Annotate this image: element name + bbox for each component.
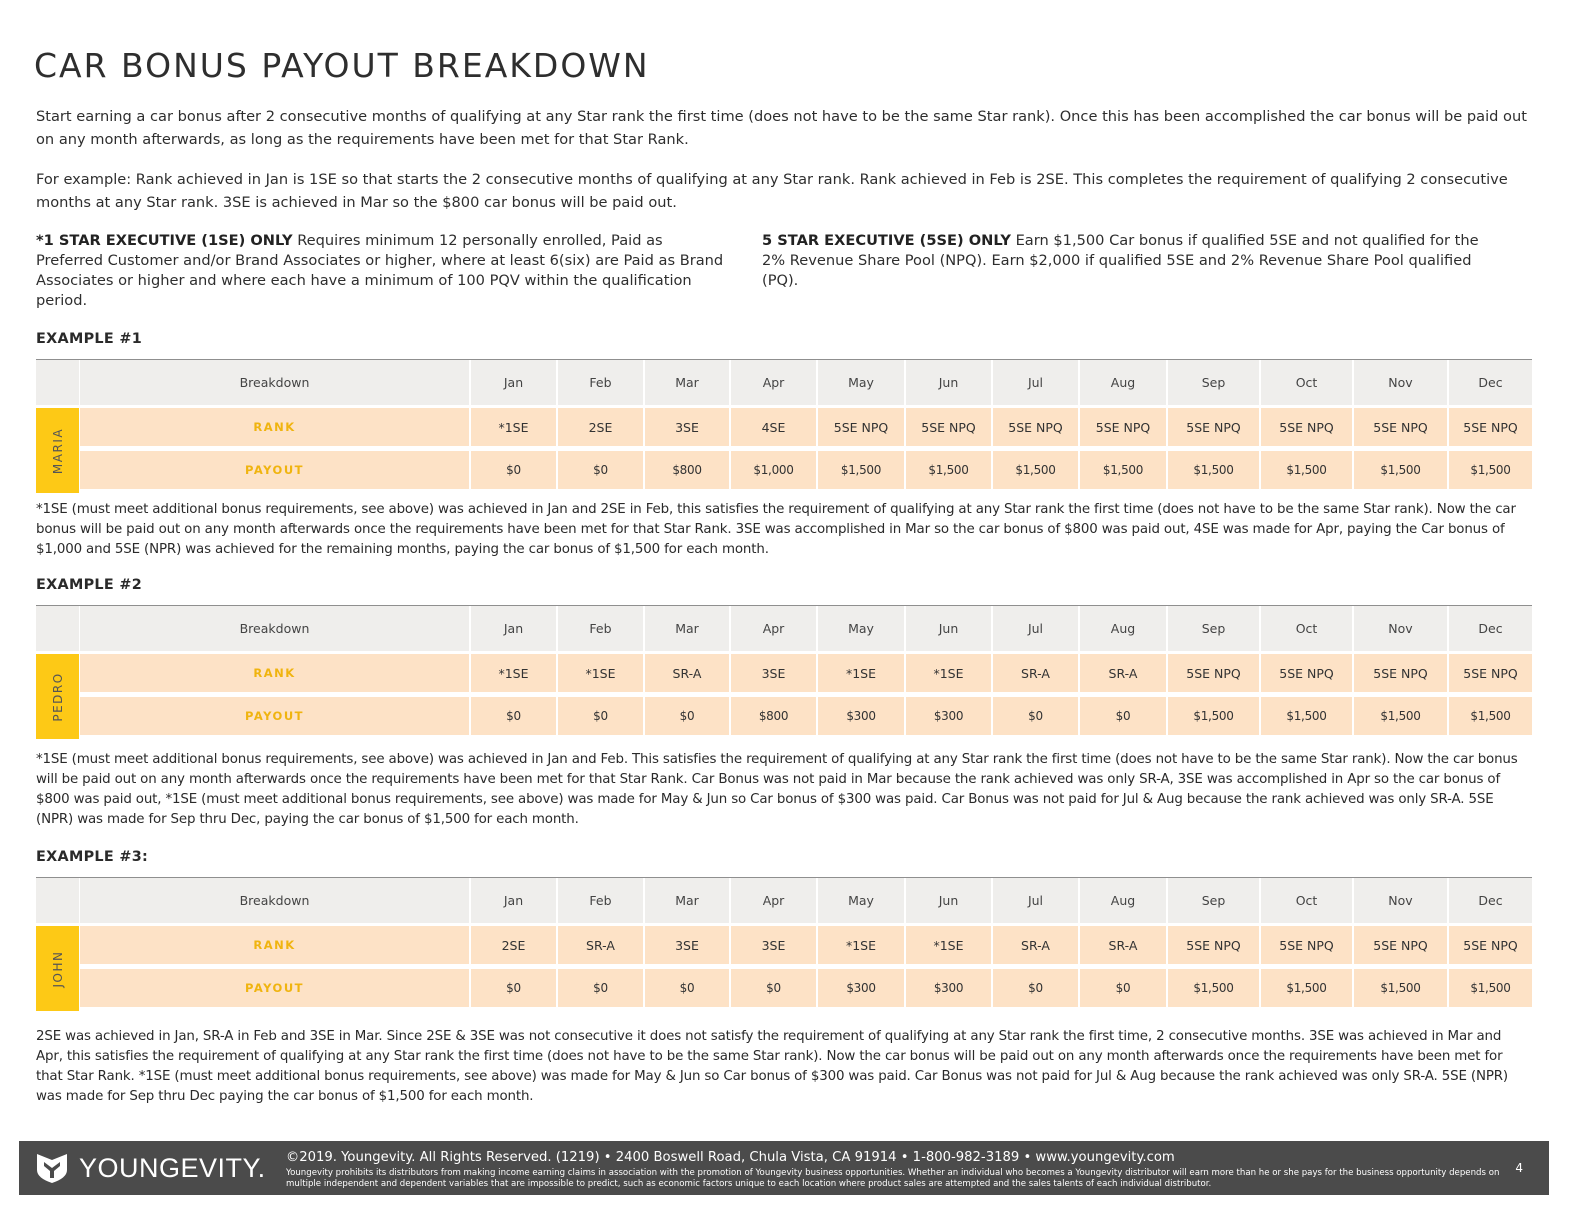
example-explanation: *1SE (must meet additional bonus requirements, see above) was achieved in Jan and 2SE in Feb, this satisfies the requirement of qualifying at any Star rank the first time (does not have to be the same Star rank). Now the car bonus will be paid out on any month afterwards once the requirements have been met for that Star Rank. 3SE was accomplished in Mar so the car bonus of $800 was paid out, 4SE was made for Apr, paying the Car bonus of $1,000 and 5SE (NPR) was achieved for the remaining months, paying the car bonus of $1,500 for each month. — [36, 502, 1516, 557]
rank-cell: SR-A — [993, 926, 1078, 964]
table-header-row — [36, 878, 1532, 923]
rank-cell: SR-A — [993, 654, 1078, 692]
header-month: Jun — [906, 360, 991, 405]
header-month: Mar — [645, 606, 729, 651]
header-month: May — [818, 606, 904, 651]
intro-paragraph: Start earning a car bonus after 2 consecutive months of qualifying at any Star rank the first time (does not have to be the same Star rank). Once this has been accomplished the car bonus will be paid out on any month afterwards, as long as the requirements have been met for that Star Rank. — [36, 108, 1527, 148]
payout-cell: $0 — [731, 969, 816, 1007]
header-month: Dec — [1449, 606, 1532, 651]
payout-cell: $0 — [471, 969, 556, 1007]
header-month: Oct — [1261, 360, 1352, 405]
rank-cell: SR-A — [558, 926, 643, 964]
person-label — [36, 654, 79, 739]
header-month: Mar — [645, 360, 729, 405]
payout-cell: $0 — [645, 697, 729, 735]
example-explanation: 2SE was achieved in Jan, SR-A in Feb and 3SE in Mar. Since 2SE & 3SE was not consecutive it does not satisfy the requirement of qualifying at any Star rank the first time, 2 consecutive months. 3SE was achieved in Mar and Apr, this satisfies the requirement of qualifying at any Star rank the first time (does not have to be the same Star rank). Now the car bonus will be paid out on any month afterwards once the requirements have been met for that Star Rank. *1SE (must meet additional bonus requirements, see above) was made for May & Jun so Car bonus of $300 was paid. Car Bonus was not paid for Jul & Aug because the rank achieved was only SR-A. 5SE (NPR) was made for Sep thru Dec paying the car bonus of $1,500 for each month. — [36, 1029, 1508, 1104]
rank-cell: 5SE NPQ — [1354, 408, 1447, 446]
rule-5se-heading: 5 STAR EXECUTIVE (5SE) ONLY — [762, 232, 1011, 249]
header-month: Feb — [558, 606, 643, 651]
payout-cell: $800 — [731, 697, 816, 735]
youngevity-shield-logo-icon — [35, 1152, 69, 1184]
rank-cell: 5SE NPQ — [1354, 926, 1447, 964]
rank-cell: 5SE NPQ — [1354, 654, 1447, 692]
header-month: Jul — [993, 878, 1078, 923]
payout-cell: $1,500 — [1168, 697, 1259, 735]
payout-cell: $1,500 — [1168, 451, 1259, 489]
payout-row-label: PAYOUT — [80, 697, 469, 735]
brand-name: YOUNGEVITY — [79, 1152, 258, 1183]
header-month: Nov — [1354, 878, 1447, 923]
header-corner-cell — [36, 878, 79, 923]
payout-cell: $0 — [1080, 697, 1166, 735]
payout-cell: $300 — [818, 697, 904, 735]
table-header-row — [36, 606, 1532, 651]
person-label — [36, 408, 79, 493]
rank-cell: *1SE — [558, 654, 643, 692]
header-month: Nov — [1354, 360, 1447, 405]
example-paragraph: For example: Rank achieved in Jan is 1SE so that starts the 2 consecutive months of qualifying at any Star rank. Rank achieved in Feb is 2SE. This completes the requirement of qualifying 2 consecutive months at any Star rank. 3SE is achieved in Mar so the $800 car bonus will be paid out. — [36, 171, 1508, 211]
header-month: Sep — [1168, 878, 1259, 923]
example-heading: EXAMPLE #3: — [36, 849, 149, 865]
payout-row — [80, 451, 1532, 489]
header-month: Oct — [1261, 606, 1352, 651]
payout-cell: $0 — [558, 451, 643, 489]
payout-cell: $1,500 — [1354, 969, 1447, 1007]
payout-cell: $300 — [906, 969, 991, 1007]
header-month: Feb — [558, 360, 643, 405]
footer — [19, 1141, 1549, 1195]
rule-5se-text: Earn $1,500 Car bonus if qualified 5SE and not qualified for the 2% Revenue Share Pool (NPQ). Earn $2,000 if qualified 5SE and 2% Revenue Share Pool qualified (PQ). — [762, 232, 1479, 289]
header-month: Nov — [1354, 606, 1447, 651]
header-month: Apr — [731, 606, 816, 651]
rank-cell: 5SE NPQ — [1261, 926, 1352, 964]
rank-cell: 4SE — [731, 408, 816, 446]
rank-cell: *1SE — [818, 926, 904, 964]
brand-logo — [35, 1152, 266, 1184]
payout-cell: $1,500 — [1261, 969, 1352, 1007]
header-month: Jul — [993, 360, 1078, 405]
header-month: Feb — [558, 878, 643, 923]
header-corner-cell — [36, 360, 79, 405]
rank-cell: 5SE NPQ — [993, 408, 1078, 446]
rank-cell: SR-A — [645, 654, 729, 692]
header-month: Aug — [1080, 360, 1166, 405]
rank-cell: 5SE NPQ — [1168, 926, 1259, 964]
payout-cell: $0 — [558, 697, 643, 735]
header-month: Jul — [993, 606, 1078, 651]
rank-cell: 3SE — [731, 926, 816, 964]
payout-cell: $1,500 — [1449, 697, 1532, 735]
header-month: Sep — [1168, 360, 1259, 405]
header-breakdown: Breakdown — [80, 878, 469, 923]
header-month: Jan — [471, 606, 556, 651]
rank-cell: *1SE — [906, 654, 991, 692]
header-month: May — [818, 360, 904, 405]
header-month: Dec — [1449, 360, 1532, 405]
header-month: Jun — [906, 878, 991, 923]
rank-cell: *1SE — [906, 926, 991, 964]
payout-cell: $0 — [1080, 969, 1166, 1007]
header-month: Mar — [645, 878, 729, 923]
payout-cell: $800 — [645, 451, 729, 489]
header-month: Jan — [471, 360, 556, 405]
disclaimer: Youngevity prohibits its distributors from making income earning claims in association with the promotion of Youngevity business opportunities. Whether an individual who becomes a Youngevity distributor will earn more than he or she pays for the business opportunity depends on multiple independent and dependent variables that are impossible to predict, such as economic factors unique to each location where product sales are attempted and the sales talents of each individual distributor. — [286, 1168, 1500, 1189]
rank-cell: *1SE — [471, 408, 556, 446]
payout-cell: $0 — [993, 697, 1078, 735]
header-breakdown: Breakdown — [80, 606, 469, 651]
rank-cell: 3SE — [731, 654, 816, 692]
header-month: Jan — [471, 878, 556, 923]
rank-cell: SR-A — [1080, 654, 1166, 692]
payout-cell: $0 — [645, 969, 729, 1007]
person-name: PEDRO — [50, 671, 65, 722]
payout-cell: $0 — [471, 697, 556, 735]
payout-cell: $1,500 — [1449, 969, 1532, 1007]
rank-cell: 5SE NPQ — [1449, 654, 1532, 692]
person-name: MARIA — [50, 427, 65, 474]
payout-cell: $0 — [993, 969, 1078, 1007]
rank-cell: 5SE NPQ — [1168, 654, 1259, 692]
header-month: Sep — [1168, 606, 1259, 651]
table-header-row — [36, 360, 1532, 405]
person-name: JOHN — [50, 950, 65, 987]
person-label — [36, 926, 79, 1011]
payout-cell: $0 — [558, 969, 643, 1007]
rank-cell: *1SE — [471, 654, 556, 692]
page-number: 4 — [1515, 1161, 1523, 1175]
rank-cell: 5SE NPQ — [906, 408, 991, 446]
payout-cell: $1,000 — [731, 451, 816, 489]
rank-row — [80, 926, 1532, 964]
payout-cell: $1,500 — [906, 451, 991, 489]
header-month: Aug — [1080, 606, 1166, 651]
rank-cell: 5SE NPQ — [1449, 926, 1532, 964]
header-corner-cell — [36, 606, 79, 651]
rank-cell: 2SE — [471, 926, 556, 964]
payout-cell: $1,500 — [1354, 451, 1447, 489]
header-month: Dec — [1449, 878, 1532, 923]
rank-cell: 5SE NPQ — [1449, 408, 1532, 446]
header-month: May — [818, 878, 904, 923]
header-month: Oct — [1261, 878, 1352, 923]
header-month: Jun — [906, 606, 991, 651]
payout-row — [80, 697, 1532, 735]
rule-1se-text: Requires minimum 12 personally enrolled, Paid as Preferred Customer and/or Brand Associates or higher, where at least 6(six) are Paid as Brand Associates or higher and where each have a minimum of 100 PQV within the qualification period. — [36, 232, 724, 309]
payout-cell: $1,500 — [993, 451, 1078, 489]
payout-cell: $1,500 — [1168, 969, 1259, 1007]
payout-cell: $1,500 — [1449, 451, 1532, 489]
rule-1se — [36, 231, 726, 311]
example-heading: EXAMPLE #2 — [36, 577, 143, 593]
rule-1se-heading: *1 STAR EXECUTIVE (1SE) ONLY — [36, 232, 293, 249]
rank-cell: 3SE — [645, 408, 729, 446]
rule-5se — [762, 231, 1482, 291]
payout-cell: $300 — [818, 969, 904, 1007]
rank-cell: 5SE NPQ — [1168, 408, 1259, 446]
payout-cell: $1,500 — [1261, 697, 1352, 735]
payout-row — [80, 969, 1532, 1007]
rank-cell: *1SE — [818, 654, 904, 692]
header-breakdown: Breakdown — [80, 360, 469, 405]
copyright-line: ©2019. Youngevity. All Rights Reserved. (1219) • 2400 Boswell Road, Chula Vista, CA 91914 • 1-800-982-3189 • www.youngevity.com — [286, 1150, 1175, 1165]
rank-cell: 5SE NPQ — [1080, 408, 1166, 446]
payout-cell: $1,500 — [818, 451, 904, 489]
brand-dot: . — [257, 1152, 266, 1183]
rank-row-label: RANK — [80, 926, 469, 964]
payout-cell: $300 — [906, 697, 991, 735]
payout-cell: $0 — [471, 451, 556, 489]
rank-row-label: RANK — [80, 408, 469, 446]
rank-cell: 2SE — [558, 408, 643, 446]
rank-cell: 5SE NPQ — [1261, 408, 1352, 446]
payout-row-label: PAYOUT — [80, 451, 469, 489]
rank-cell: SR-A — [1080, 926, 1166, 964]
example-explanation: *1SE (must meet additional bonus requirements, see above) was achieved in Jan and Feb. This satisfies the requirement of qualifying at any Star rank the first time (does not have to be the same Star rank). Now the car bonus will be paid out on any month afterwards once the requirements have been met for that Star Rank. Car Bonus was not paid in Mar because the rank achieved was only SR-A, 3SE was accomplished in Apr so the car bonus of $800 was paid out, *1SE (must meet additional bonus requirements, see above) was made for May & Jun so Car bonus of $300 was paid. Car Bonus was not paid for Jul & Aug because the rank achieved was only SR-A. 5SE (NPR) was made for Sep thru Dec, paying the car bonus of $1,500 for each month. — [36, 752, 1518, 827]
header-month: Apr — [731, 878, 816, 923]
header-month: Aug — [1080, 878, 1166, 923]
rank-cell: 5SE NPQ — [818, 408, 904, 446]
payout-cell: $1,500 — [1080, 451, 1166, 489]
payout-cell: $1,500 — [1354, 697, 1447, 735]
rank-row — [80, 654, 1532, 692]
payout-row-label: PAYOUT — [80, 969, 469, 1007]
example-heading: EXAMPLE #1 — [36, 331, 143, 347]
rank-cell: 3SE — [645, 926, 729, 964]
rank-row — [80, 408, 1532, 446]
header-month: Apr — [731, 360, 816, 405]
page-title: CAR BONUS PAYOUT BREAKDOWN — [34, 46, 650, 85]
payout-cell: $1,500 — [1261, 451, 1352, 489]
rank-cell: 5SE NPQ — [1261, 654, 1352, 692]
rank-row-label: RANK — [80, 654, 469, 692]
